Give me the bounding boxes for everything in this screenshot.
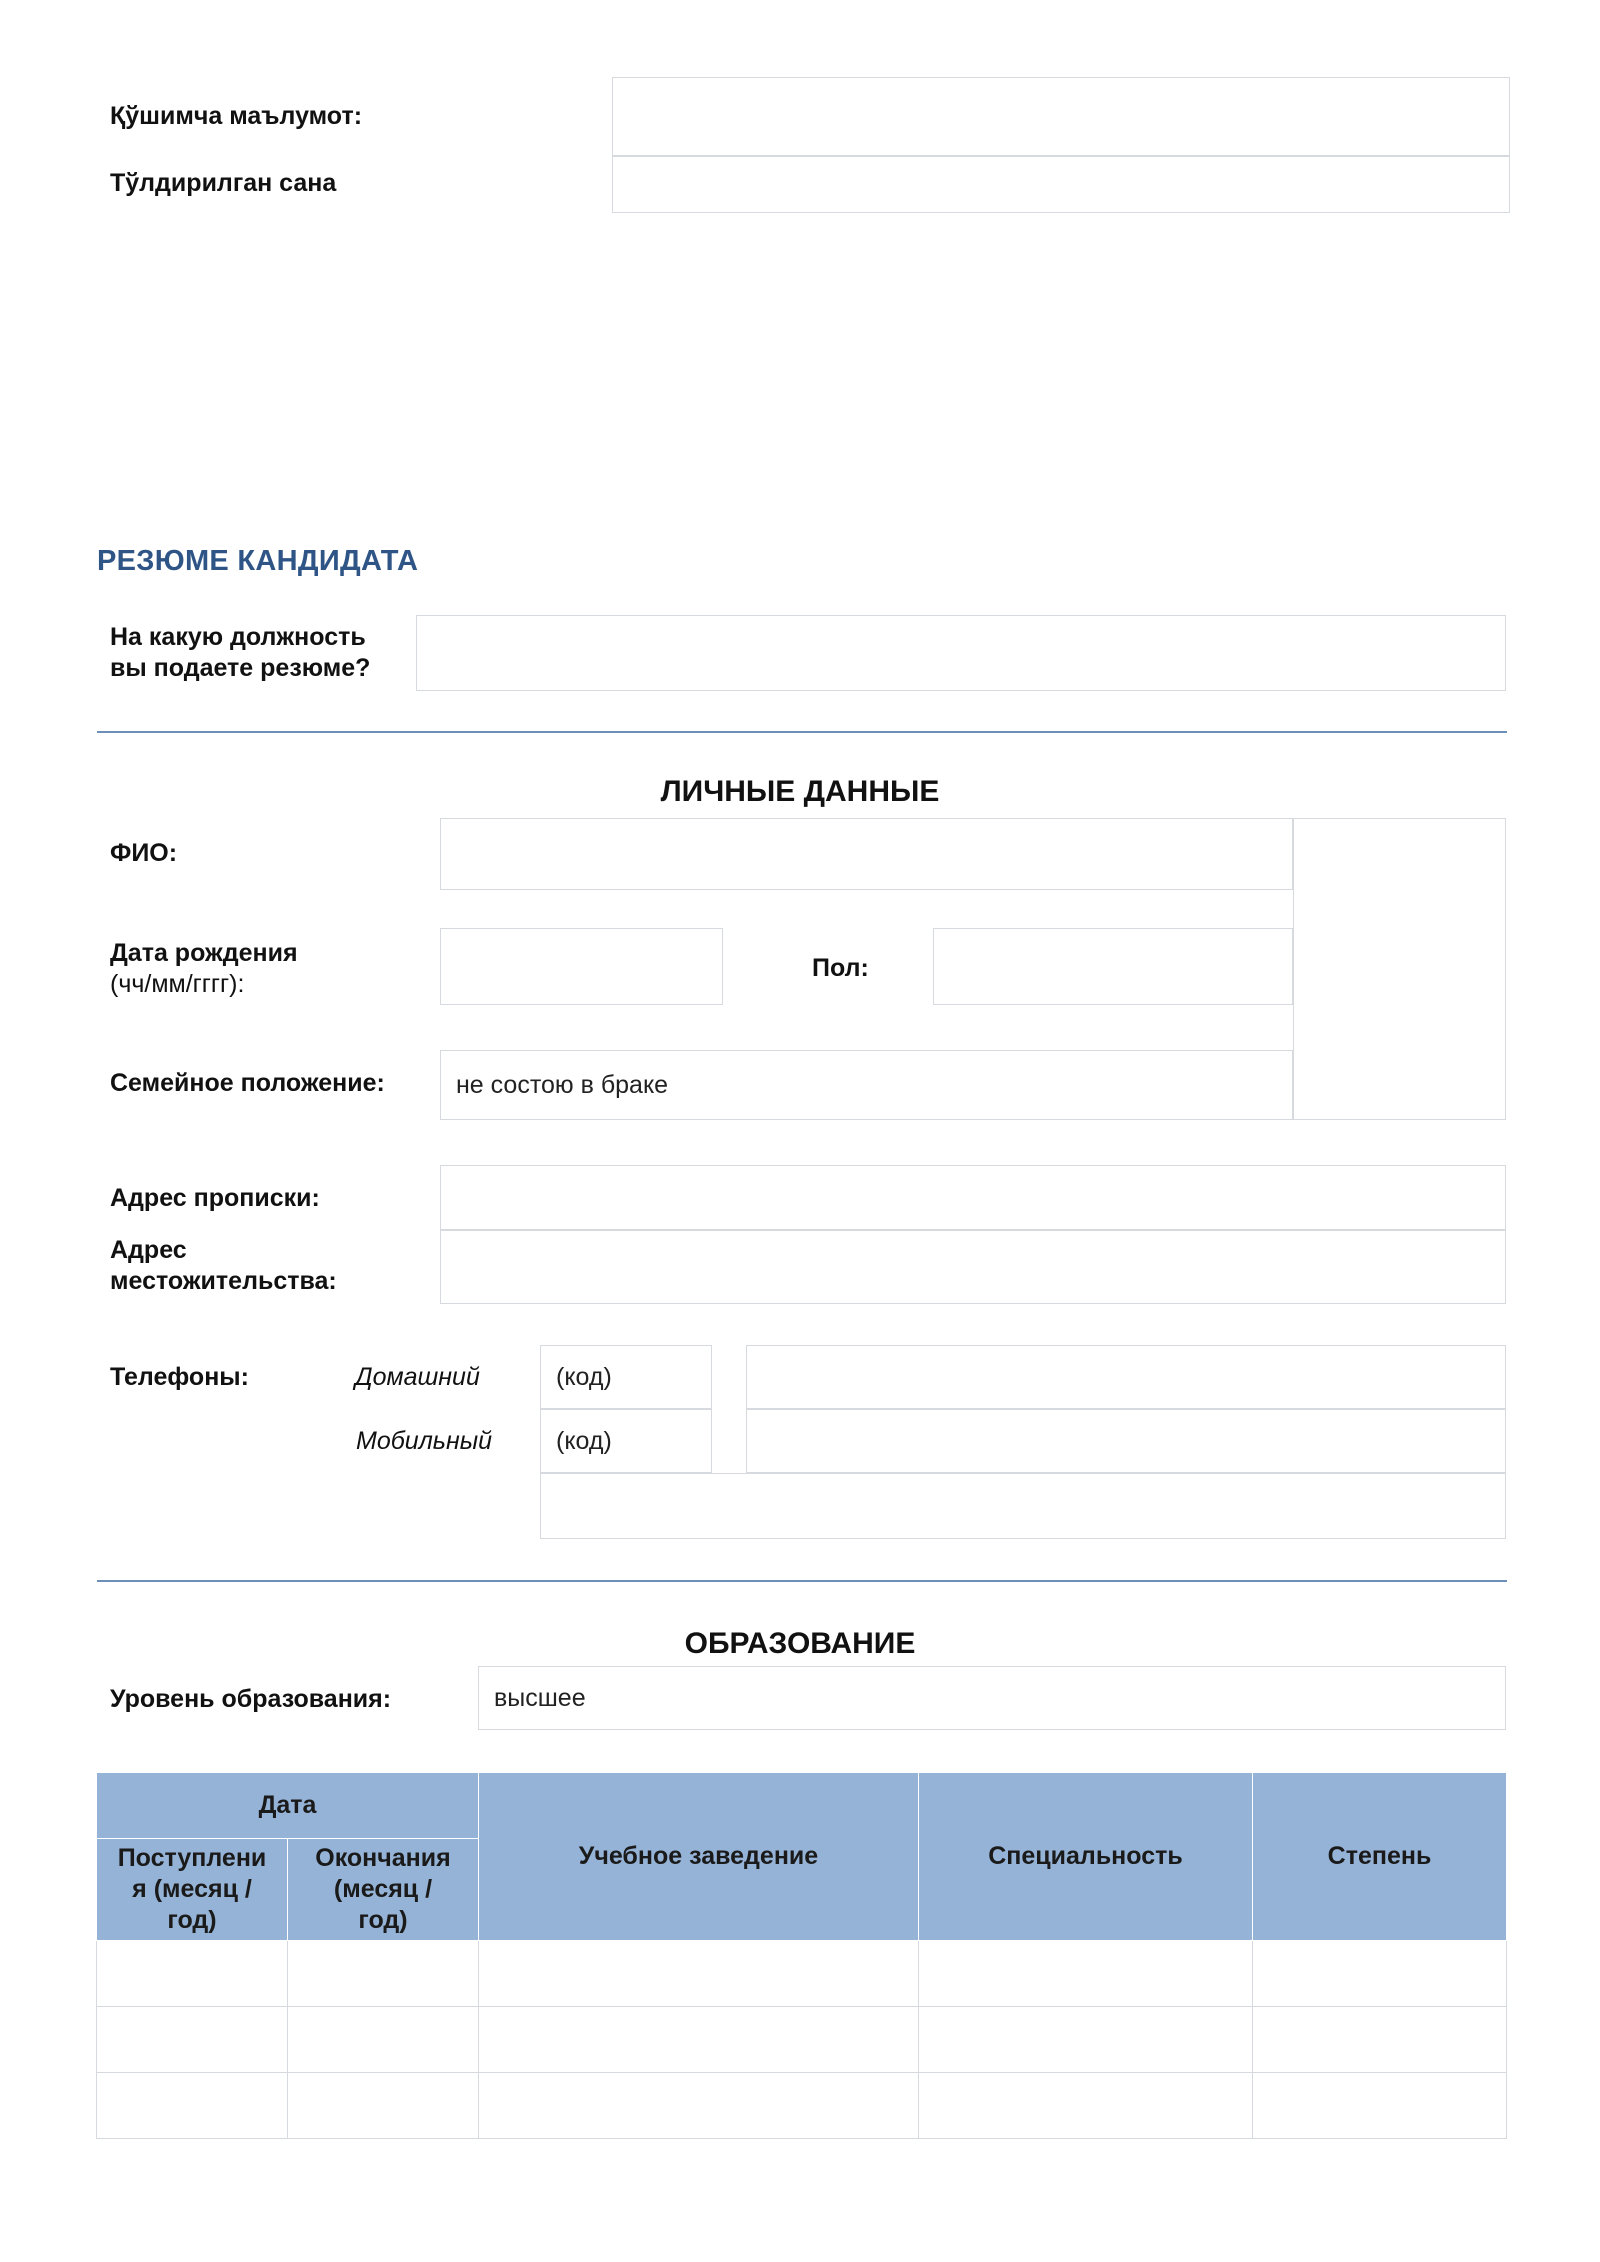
- gender-field[interactable]: [933, 928, 1293, 1005]
- reg-address-field[interactable]: [440, 1165, 1506, 1230]
- degree-header: Степень: [1253, 1773, 1507, 1941]
- mobile-phone-field[interactable]: [746, 1409, 1506, 1473]
- end-header-line1: Окончания: [315, 1844, 451, 1872]
- table-cell[interactable]: [479, 1941, 919, 2007]
- table-cell[interactable]: [1253, 2073, 1507, 2139]
- home-code-field[interactable]: (код): [540, 1345, 712, 1409]
- birth-label: Дата рождения: [110, 939, 298, 967]
- table-cell[interactable]: [288, 2073, 479, 2139]
- date-header: Дата: [97, 1773, 479, 1839]
- table-cell[interactable]: [97, 1941, 288, 2007]
- end-date-header: [288, 1839, 479, 1941]
- home-phone-label: Домашний: [355, 1363, 480, 1391]
- table-cell[interactable]: [288, 2007, 479, 2073]
- filled-date-label: Тўлдирилган сана: [110, 169, 337, 197]
- position-label: [110, 622, 370, 684]
- mobile-code-field[interactable]: (код): [540, 1409, 712, 1473]
- position-field[interactable]: [416, 615, 1506, 691]
- table-cell[interactable]: [919, 2007, 1253, 2073]
- table-cell[interactable]: [97, 2007, 288, 2073]
- home-phone-field[interactable]: [746, 1345, 1506, 1409]
- photo-box[interactable]: [1293, 818, 1506, 1120]
- gender-label: Пол:: [812, 954, 869, 982]
- education-title: ОБРАЗОВАНИЕ: [684, 1627, 916, 1660]
- mobile-phone-label: Мобильный: [356, 1427, 492, 1455]
- table-cell[interactable]: [919, 2073, 1253, 2139]
- phones-label: Телефоны:: [110, 1363, 249, 1391]
- position-label-line2: вы подаете резюме?: [110, 654, 371, 682]
- birth-label-group: [110, 938, 298, 1000]
- education-level-label: Уровень образования:: [110, 1685, 392, 1713]
- divider-2: [97, 1580, 1507, 1582]
- res-address-label: [110, 1235, 337, 1297]
- res-address-label-line1: Адрес: [110, 1236, 187, 1264]
- position-label-line1: На какую должность: [110, 623, 366, 651]
- table-row: [97, 2073, 1507, 2139]
- specialty-header: Специальность: [919, 1773, 1253, 1941]
- table-row: [97, 1941, 1507, 2007]
- name-label: ФИО:: [110, 839, 178, 867]
- filled-date-field[interactable]: [612, 156, 1510, 213]
- name-field[interactable]: [440, 818, 1293, 890]
- end-header-line2: (месяц /: [333, 1875, 433, 1903]
- divider-1: [97, 731, 1507, 733]
- table-cell[interactable]: [97, 2073, 288, 2139]
- table-cell[interactable]: [919, 1941, 1253, 2007]
- table-cell[interactable]: [288, 1941, 479, 2007]
- end-header-line3: год): [358, 1906, 408, 1934]
- extra-info-label: Қўшимча маълумот:: [110, 102, 363, 130]
- start-header-line2: я (месяц /: [132, 1875, 252, 1903]
- marital-label: Семейное положение:: [110, 1069, 385, 1097]
- extra-phone-field[interactable]: [540, 1473, 1506, 1539]
- table-row: [97, 2007, 1507, 2073]
- table-cell[interactable]: [1253, 1941, 1507, 2007]
- education-level-field[interactable]: высшее: [478, 1666, 1506, 1730]
- table-header-row-1: [97, 1773, 1507, 1839]
- res-address-field[interactable]: [440, 1230, 1506, 1304]
- table-cell[interactable]: [479, 2073, 919, 2139]
- reg-address-label: Адрес прописки:: [110, 1184, 320, 1212]
- extra-info-field[interactable]: [612, 77, 1510, 156]
- start-header-line1: Поступлени: [117, 1844, 267, 1872]
- marital-field[interactable]: не состою в браке: [440, 1050, 1293, 1120]
- table-cell[interactable]: [479, 2007, 919, 2073]
- start-header-line3: год): [167, 1906, 217, 1934]
- res-address-label-line2: местожительства:: [110, 1267, 337, 1295]
- table-cell[interactable]: [1253, 2007, 1507, 2073]
- personal-title: ЛИЧНЫЕ ДАННЫЕ: [660, 775, 940, 808]
- education-table: [96, 1772, 1507, 2139]
- start-date-header: [97, 1839, 288, 1941]
- institution-header: Учебное заведение: [479, 1773, 919, 1941]
- resume-title: РЕЗЮМЕ КАНДИДАТА: [97, 545, 419, 577]
- birth-hint: (чч/мм/гггг):: [110, 970, 245, 998]
- birth-date-field[interactable]: [440, 928, 723, 1005]
